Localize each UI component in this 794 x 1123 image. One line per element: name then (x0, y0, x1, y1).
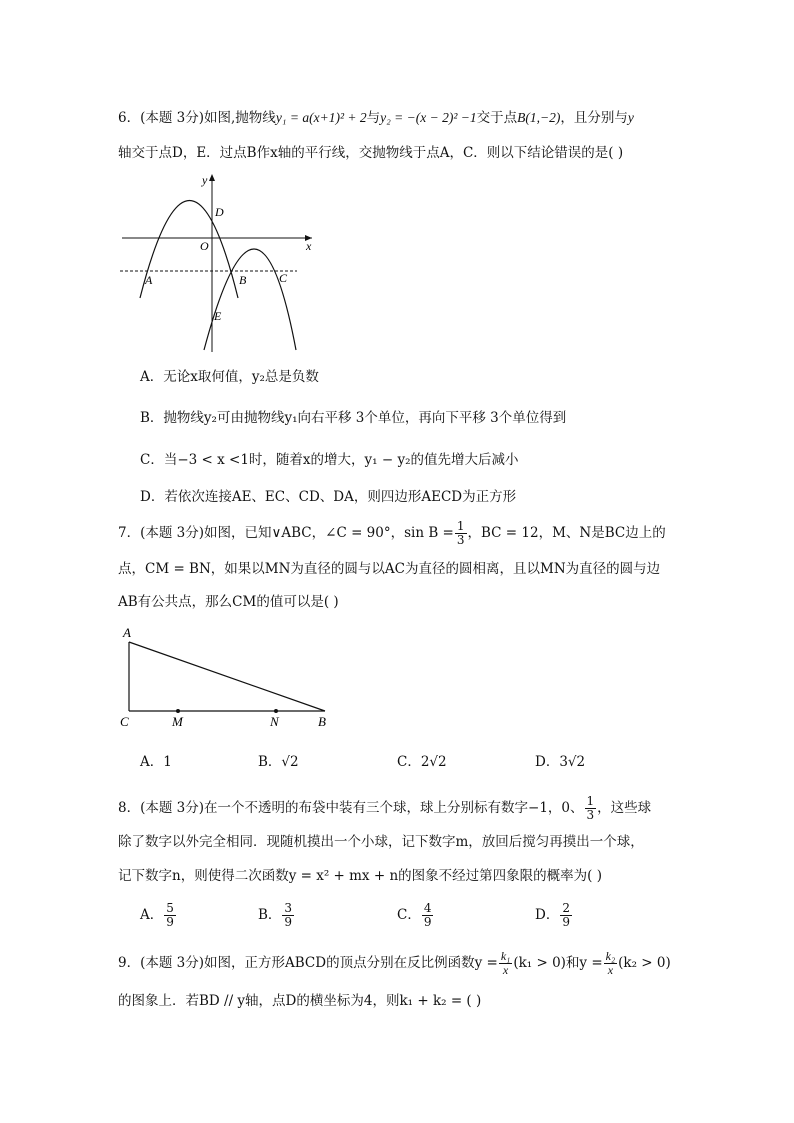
q8-fraction (585, 795, 597, 822)
q6-line2: 轴交于点D，E．过点B作x轴的平行线，交抛物线于点A，C．则以下结论错误的是( ) (118, 145, 624, 161)
q8-option-b[interactable] (258, 902, 295, 929)
label-y: y (202, 173, 208, 187)
q6-y2-expression: y₂ = −(x − 2)² −1 (380, 110, 477, 125)
q6-intersect-text: 交于点 (476, 110, 518, 126)
q8-option-b-label: B． (258, 907, 282, 923)
q8-option-d[interactable] (535, 902, 573, 929)
parabola-y2 (204, 249, 296, 350)
q9-condition-2: (k₂ > 0) (618, 955, 671, 971)
q6-y1-expression: y₁ = a(x+1)² + 2 (275, 110, 367, 125)
label-d: D (215, 205, 224, 219)
q8-option-c-fraction (422, 902, 434, 929)
label-b: B (318, 714, 326, 729)
q6-number: 6．(本题 3分) (118, 110, 205, 126)
q9-fraction-1 (499, 950, 513, 977)
q7-triangle-figure (115, 622, 340, 732)
q8-option-b-fraction (282, 902, 294, 929)
q7-sin-fraction (455, 520, 467, 547)
q8-line1-start: 8．(本题 3分)在一个不透明的布袋中装有三个球，球上分别标有数字−1，0、 (118, 800, 584, 816)
q7-option-a[interactable]: A．1 (140, 754, 172, 770)
side-ab (129, 642, 325, 711)
q7-line1-end: ，BC = 12，M、N是BC边上的 (467, 525, 666, 541)
label-m: M (172, 714, 183, 729)
denominator: 9 (284, 915, 293, 929)
q6-line1 (118, 108, 634, 128)
point-m (176, 709, 180, 713)
numerator: 3 (284, 901, 293, 915)
q7-option-d[interactable]: D．3√2 (535, 754, 586, 770)
q6-tail: ，且分别与 (560, 110, 628, 126)
q8-option-d-fraction (560, 902, 572, 929)
q7-sin-numerator: 1 (456, 519, 465, 533)
q9-condition-1: (k₁ > 0)和y = (513, 955, 603, 971)
q7-option-b[interactable]: B．√2 (258, 754, 299, 770)
numerator: k₂ (605, 949, 616, 963)
q7-option-c[interactable]: C．2√2 (397, 754, 447, 770)
q6-with: 与 (366, 110, 381, 126)
q9-line1-start: 9．(本题 3分)如图，正方形ABCD的顶点分别在反比例函数y = (118, 955, 498, 971)
q8-line3: 记下数字n，则使得二次函数y = x² + mx + n的图象不经过第四象限的概率为( ) (118, 868, 602, 884)
numerator: 2 (562, 901, 570, 915)
numerator: k₁ (500, 949, 511, 963)
q6-option-c[interactable]: C．当−3 < x <1时，随着x的增大，y₁ − y₂的值先增大后减小 (140, 452, 519, 468)
q8-option-d-label: D． (535, 907, 560, 923)
q6-intro: 如图,抛物线 (204, 110, 276, 126)
label-a: A (145, 273, 153, 287)
q8-line1 (118, 795, 651, 822)
q6-option-a[interactable]: A．无论x取何值，y₂总是负数 (140, 369, 319, 385)
q6-option-d[interactable]: D．若依次连接AE、EC、CD、DA，则四边形AECD为正方形 (140, 489, 517, 505)
q8-fraction-numerator: 1 (586, 794, 595, 808)
q8-option-a[interactable] (140, 902, 177, 929)
label-c: C (120, 714, 129, 729)
q8-line1-end: ，这些球 (597, 800, 652, 816)
denominator: 9 (562, 915, 570, 929)
label-c: C (279, 271, 288, 285)
q6-parabola-figure (112, 168, 322, 354)
q8-option-a-fraction (164, 902, 176, 929)
q8-line2: 除了数字以外完全相同．现随机摸出一个小球，记下数字m，放回后搅匀再摸出一个球， (118, 834, 644, 850)
label-e: E (214, 309, 222, 323)
q9-line2: 的图象上．若BD // y轴，点D的横坐标为4，则k₁ + k₂ = ( ) (118, 993, 482, 1009)
q8-option-c[interactable] (397, 902, 434, 929)
q6-option-b[interactable]: B．抛物线y₂可由抛物线y₁向右平移 3个单位，再向下平移 3个单位得到 (140, 410, 567, 426)
label-n: N (270, 714, 279, 729)
denominator: x (502, 963, 509, 977)
q9-fraction-2 (604, 950, 618, 977)
denominator: 9 (166, 915, 174, 929)
q7-line1 (118, 520, 666, 547)
denominator: 9 (423, 915, 432, 929)
label-b: B (239, 273, 247, 287)
y-axis-arrow (209, 174, 215, 181)
q7-sin-denominator: 3 (456, 533, 465, 547)
q7-line3: AB有公共点，那么CM的值可以是( ) (118, 594, 339, 610)
q6-y-axis-text: y (627, 110, 634, 125)
q9-line1 (118, 950, 671, 977)
label-a: A (123, 625, 131, 640)
q7-line2: 点，CM = BN，如果以MN为直径的圆与以AC为直径的圆相离，且以MN为直径的圆与边 (118, 561, 661, 577)
q7-line1-start: 7．(本题 3分)如图，已知∨ABC，∠C = 90°，sin B = (118, 525, 454, 541)
label-x: x (306, 239, 312, 253)
q8-option-a-label: A． (140, 907, 164, 923)
point-n (274, 709, 278, 713)
label-o: O (200, 239, 209, 253)
numerator: 4 (423, 901, 432, 915)
q8-fraction-denominator: 3 (586, 808, 595, 822)
q8-option-c-label: C． (397, 907, 421, 923)
numerator: 5 (166, 901, 174, 915)
denominator: x (607, 963, 614, 977)
q6-point-b: B(1,−2) (517, 110, 561, 125)
